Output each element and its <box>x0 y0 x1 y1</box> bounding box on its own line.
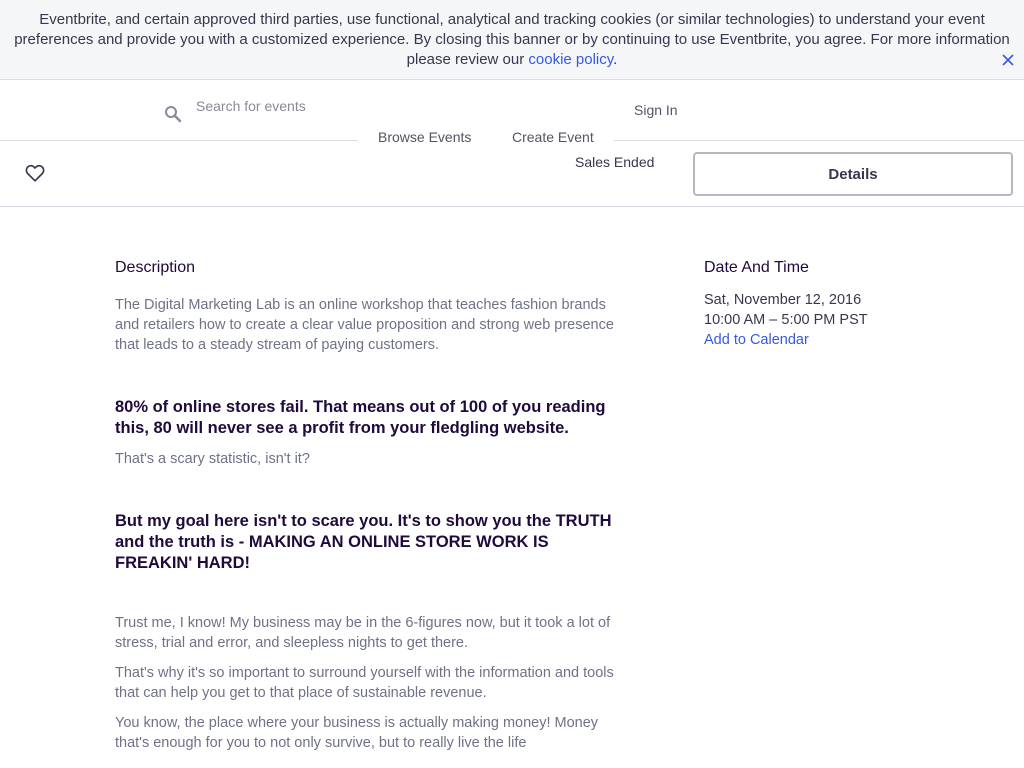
search-input[interactable] <box>196 95 596 117</box>
create-event-link[interactable]: Create Event <box>512 129 594 145</box>
close-icon[interactable] <box>1000 52 1016 68</box>
description-paragraph-2: Trust me, I know! My business may be in the 6-figures now, but it took a lot of stress, trial and error, and sleepless nights to get there. <box>115 615 611 651</box>
browse-events-link[interactable]: Browse Events <box>378 129 472 145</box>
description-intro: The Digital Marketing Lab is an online workshop that teaches fashion brands and retailers how to create a clear value proposition and strong web presence that leads to a steady stream of paying customers. <box>115 297 614 353</box>
description-paragraph-4: You know, the place where your business is actually making money! Money that's enough for you to not only survive, but to really live the life <box>115 715 599 751</box>
heart-icon[interactable] <box>24 162 46 184</box>
date-time-panel <box>704 258 964 350</box>
nav-dropdown <box>358 121 614 151</box>
cookie-policy-link[interactable]: cookie policy <box>528 51 614 68</box>
cookie-banner <box>0 0 1024 80</box>
cookie-banner-text <box>10 10 1014 70</box>
sales-status: Sales Ended <box>575 154 655 170</box>
search-icon <box>164 105 182 123</box>
description-heading-2: But my goal here isn't to scare you. It's to show you the TRUTH and the truth is - MAKING AN ONLINE STORE WORK IS FREAKIN' HARD! <box>115 512 612 572</box>
sign-in-link[interactable]: Sign In <box>634 102 678 118</box>
event-date: Sat, November 12, 2016 <box>704 292 862 308</box>
cookie-banner-period: . <box>613 51 618 68</box>
add-to-calendar-link[interactable]: Add to Calendar <box>704 332 809 348</box>
details-button[interactable]: Details <box>693 152 1013 196</box>
cookie-banner-message: Eventbrite, and certain approved third parties, use functional, analytical and tracking cookies (or similar technologies) to understand your event preferences and provide you with a customized experience. By closing this banner or by continuing to use Eventbrite, you agree. For more information please review our <box>14 11 1010 68</box>
description-paragraph-1: That's a scary statistic, isn't it? <box>115 451 310 467</box>
description-paragraph-3: That's why it's so important to surround yourself with the information and tools that can help you get to that place of sustainable revenue. <box>115 665 614 701</box>
event-description <box>115 258 615 753</box>
description-title: Description <box>115 259 196 276</box>
description-heading-1: 80% of online stores fail. That means out of 100 of you reading this, 80 will never see a profit from your fledgling website. <box>115 398 606 437</box>
date-time-title: Date And Time <box>704 259 809 276</box>
event-time: 10:00 AM – 5:00 PM PST <box>704 312 868 328</box>
